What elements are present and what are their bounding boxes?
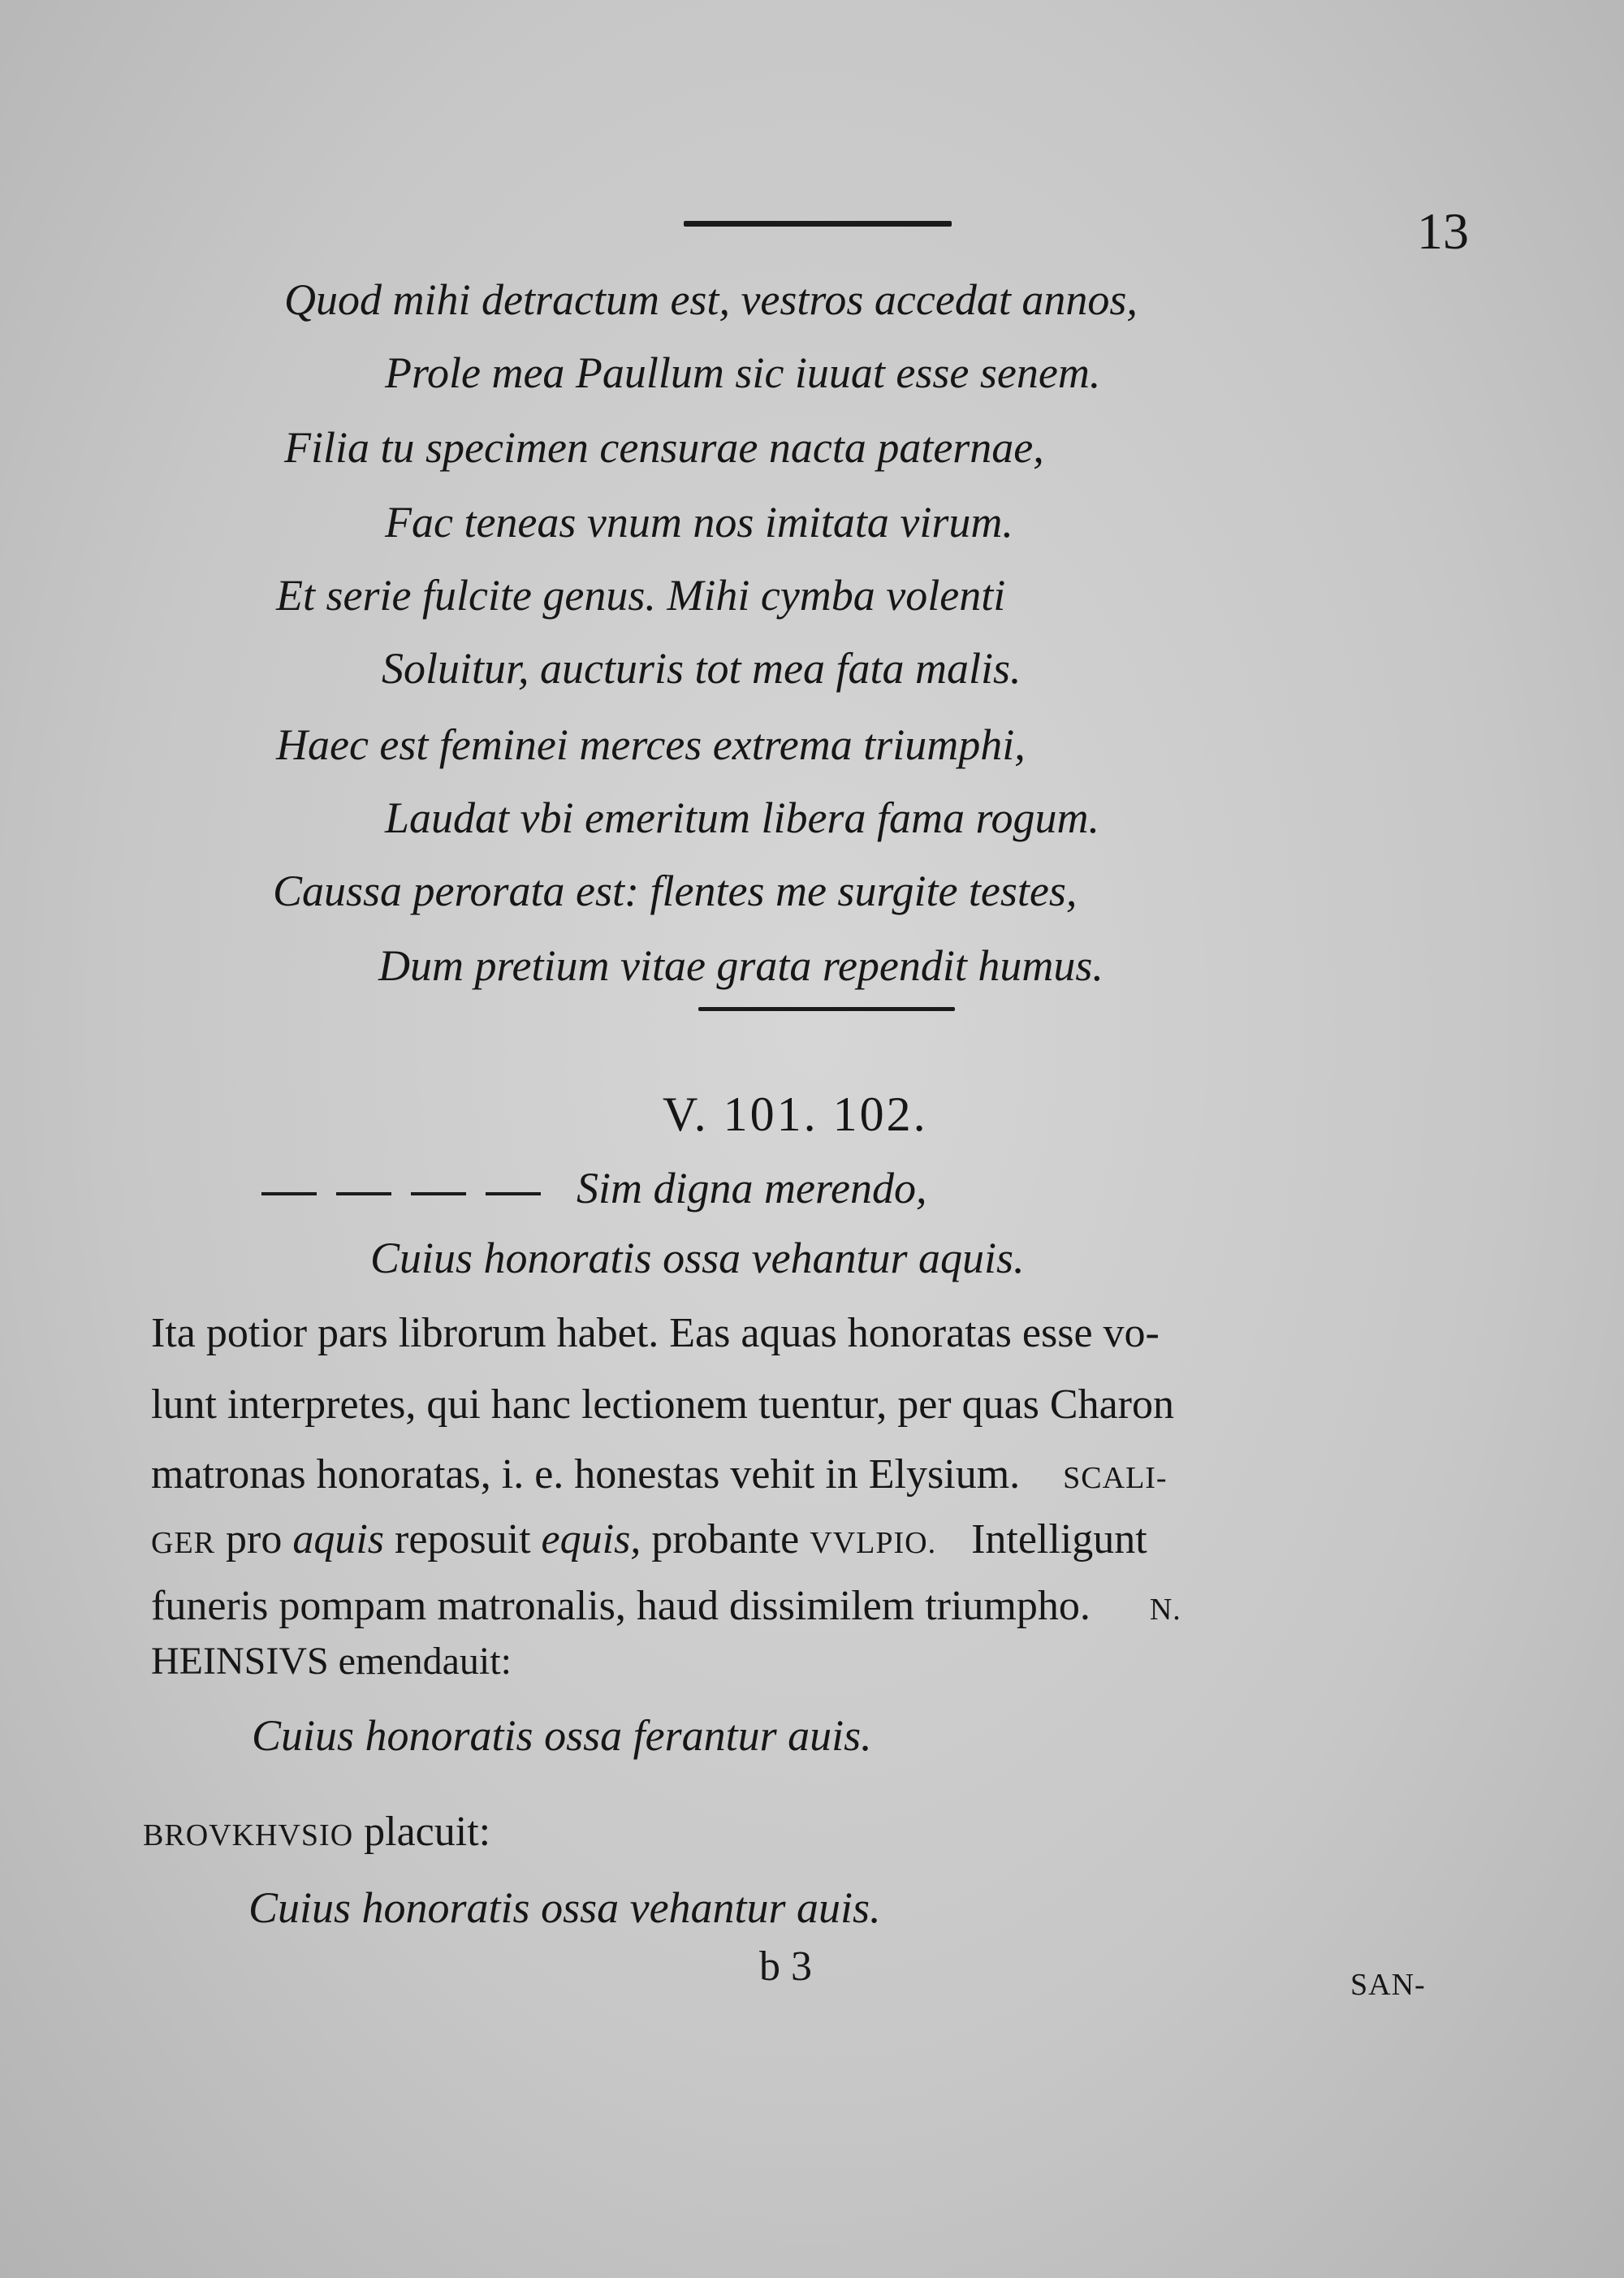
prose-line: Ita potior pars librorum habet. Eas aquas honoratas esse vo- [151, 1310, 1160, 1356]
prose-italic: aquis [292, 1516, 385, 1563]
top-rule [684, 221, 952, 227]
verse-line: Laudat vbi emeritum libera fama rogum. [385, 793, 1099, 842]
prose-line [151, 1582, 1181, 1630]
prose-smallcaps: VVLPIO. [810, 1526, 937, 1560]
verse-line: Caussa perorata est: flentes me surgite testes, [273, 867, 1078, 915]
dash [486, 1192, 541, 1195]
catchword: SAN- [1350, 1968, 1426, 2002]
quote-line: Sim digna merendo, [577, 1164, 927, 1212]
prose-text: funeris pompam matronalis, haud dissimilem triumpho. [151, 1583, 1091, 1629]
prose-italic: equis, [541, 1516, 641, 1563]
dash [261, 1192, 317, 1195]
verse-line: Dum pretium vitae grata rependit humus. [378, 941, 1104, 990]
verse-line: Prole mea Paullum sic iuuat esse senem. [385, 348, 1101, 397]
prose-line [151, 1515, 1147, 1563]
dash [411, 1192, 466, 1195]
prose-text: pro [226, 1516, 283, 1563]
middle-rule [698, 1007, 955, 1011]
prose-text: matronas honoratas, i. e. honestas vehit in Elysium. [151, 1451, 1021, 1498]
prose-text: reposuit [395, 1516, 531, 1563]
section-heading: V. 101. 102. [663, 1087, 928, 1141]
dash [336, 1192, 391, 1195]
verse-line: Et serie fulcite genus. Mihi cymba volenti [276, 571, 1006, 620]
prose-text: placuit: [364, 1809, 491, 1855]
prose-line: lunt interpretes, qui hanc lectionem tuentur, per quas Charon [151, 1381, 1174, 1428]
prose-text: probante [651, 1516, 800, 1563]
verse-line: Quod mihi detractum est, vestros accedat annos, [284, 275, 1138, 324]
verse-line: Soluitur, aucturis tot mea fata malis. [382, 644, 1021, 693]
prose-smallcaps: SCALI- [1063, 1461, 1168, 1495]
prose-smallcaps: BROVKHVSIO [143, 1818, 354, 1852]
variant-intro [143, 1808, 490, 1856]
verse-line: Fac teneas vnum nos imitata virum. [385, 498, 1013, 547]
prose-line: HEINSIVS emendauit: [151, 1640, 512, 1683]
prose-line [151, 1450, 1168, 1498]
prose-smallcaps: N. [1149, 1593, 1181, 1627]
verse-line: Filia tu specimen censurae nacta paternae, [284, 423, 1044, 472]
verse-line: Haec est feminei merces extrema triumphi, [276, 720, 1026, 769]
prose-text: Intelligunt [971, 1516, 1147, 1563]
quote-line: Cuius honoratis ossa vehantur aquis. [370, 1234, 1025, 1282]
variant-line: Cuius honoratis ossa vehantur auis. [248, 1883, 881, 1932]
page-number: 13 [1417, 202, 1469, 260]
prose-smallcaps: GER [151, 1526, 215, 1560]
signature-mark: b 3 [759, 1943, 812, 1990]
variant-line: Cuius honoratis ossa ferantur auis. [252, 1711, 872, 1760]
